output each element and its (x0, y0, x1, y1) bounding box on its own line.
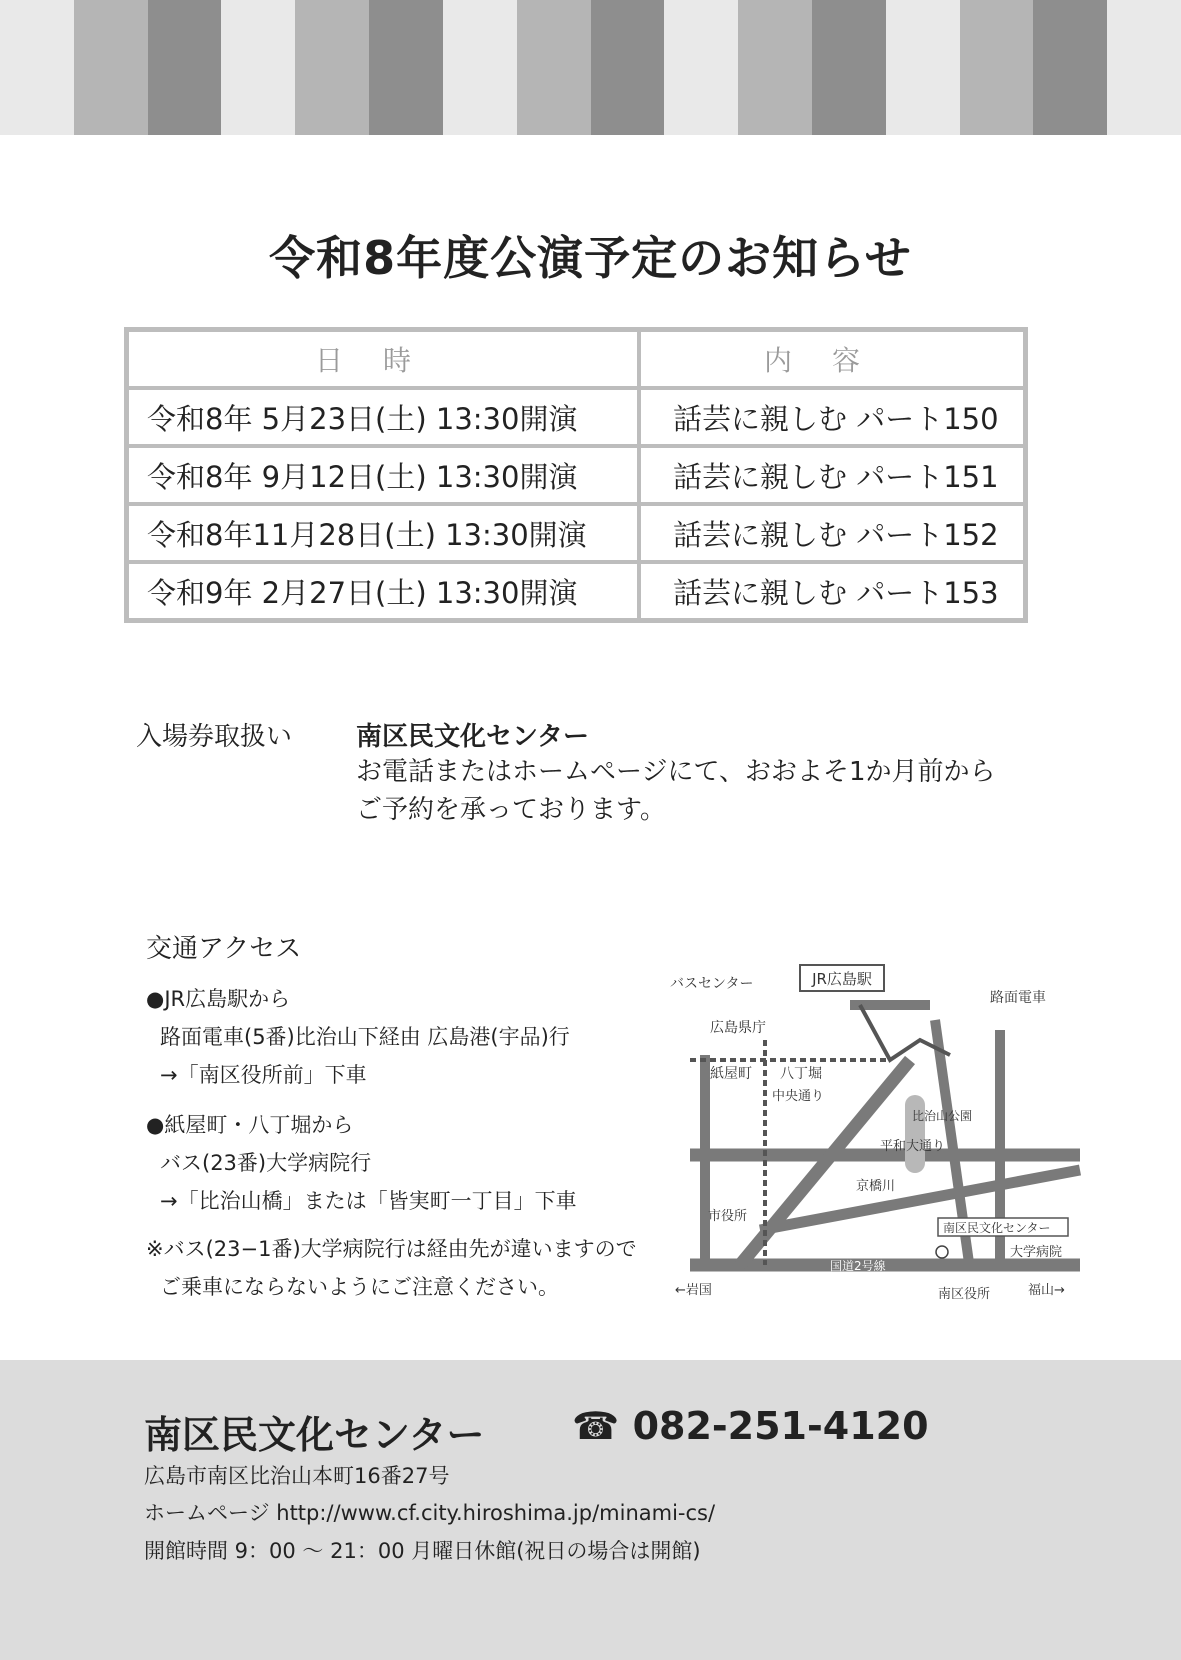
map-pref-office: 広島県庁 (710, 1020, 766, 1036)
stripe (738, 0, 812, 135)
stripe (960, 0, 1034, 135)
route-title: ●紙屋町・八丁堀から (146, 1113, 354, 1137)
ticket-line: お電話またはホームページにて、おおよそ1か月前から (356, 757, 996, 787)
row-date: 令和9年 2月27日(土) 13:30開演 (127, 562, 640, 621)
row-content: 話芸に親しむ パート153 (639, 562, 1026, 621)
stripe (664, 0, 738, 135)
bus-note (146, 1230, 637, 1306)
page-title: 令和8年度公演予定のお知らせ (269, 231, 912, 285)
route-line: →「南区役所前」下車 (160, 1063, 367, 1087)
stripe (886, 0, 960, 135)
table-row (127, 446, 1026, 504)
stripe (148, 0, 222, 135)
header-datetime: 日時 (127, 330, 640, 389)
ticket-org: 南区民文化センター (356, 722, 589, 752)
stripe (0, 0, 74, 135)
map-ward-office: 南区役所 (938, 1287, 991, 1302)
row-content: 話芸に親しむ パート150 (639, 388, 1026, 446)
map-iwakuni: ←岩国 (675, 1283, 712, 1298)
map-hijiyama-park: 比治山公園 (912, 1109, 973, 1123)
map-bus-center: バスセンター (670, 976, 754, 992)
stripe (369, 0, 443, 135)
ticket-label: 入場券取扱い (136, 722, 293, 752)
route-title: ●JR広島駅から (146, 987, 291, 1011)
route-line: →「比治山橋」または「皆実町一丁目」下車 (160, 1189, 577, 1213)
footer-hours: 開館時間 9：00 ～ 21：00 月曜日休館(祝日の場合は開館) (144, 1539, 701, 1563)
row-date: 令和8年 9月12日(土) 13:30開演 (127, 446, 640, 504)
map-fukuyama: 福山→ (1028, 1283, 1065, 1298)
map-center: 南区民文化センター (943, 1221, 1051, 1235)
map-jr-station: JR広島駅 (812, 970, 872, 988)
stripe (812, 0, 886, 135)
route-line: バス(23番)大学病院行 (160, 1151, 372, 1175)
footer-homepage[interactable]: ホームページ http://www.cf.city.hiroshima.jp/minami-cs/ (144, 1501, 716, 1525)
map-streetcar: 路面電車 (990, 990, 1046, 1006)
access-heading: 交通アクセス (146, 934, 302, 964)
map-univ-hospital: 大学病院 (1010, 1245, 1063, 1260)
map-city-hall: 市役所 (708, 1209, 748, 1224)
stripe (295, 0, 369, 135)
stripe (1107, 0, 1181, 135)
map-hatchobori: 八丁堀 (780, 1066, 822, 1082)
park-area (905, 1095, 925, 1173)
row-content: 話芸に親しむ パート151 (639, 446, 1026, 504)
map-route2: 国道2号線 (830, 1259, 886, 1273)
map-heiwa-odori: 平和大通り (880, 1139, 946, 1154)
stripe (74, 0, 148, 135)
map-kyobashi-river: 京橋川 (856, 1179, 896, 1194)
map-chuo-dori: 中央通り (772, 1089, 825, 1104)
stripe (517, 0, 591, 135)
stripe (221, 0, 295, 135)
header-content: 内容 (639, 330, 1026, 389)
note-line: ご乗車にならないようにご注意ください。 (160, 1275, 559, 1299)
route-kamiyacho (146, 1106, 577, 1220)
row-date: 令和8年 5月23日(土) 13:30開演 (127, 388, 640, 446)
table-header-row (127, 330, 1026, 389)
footer-tel: ☎ 082-251-4120 (572, 1404, 929, 1448)
footer-address: 広島市南区比治山本町16番27号 (144, 1464, 450, 1488)
stripe (591, 0, 665, 135)
stripe (443, 0, 517, 135)
stripe (1033, 0, 1107, 135)
schedule-table (124, 327, 1028, 623)
row-content: 話芸に親しむ パート152 (639, 504, 1026, 562)
access-map (670, 960, 1100, 1310)
footer-name: 南区民文化センター (144, 1413, 485, 1457)
table-row (127, 562, 1026, 621)
map-kamiyacho: 紙屋町 (710, 1066, 752, 1082)
ticket-line: ご予約を承っております。 (356, 795, 666, 825)
header-stripes (0, 0, 1181, 135)
row-date: 令和8年11月28日(土) 13:30開演 (127, 504, 640, 562)
center-marker (936, 1246, 948, 1258)
ticket-text (356, 753, 1056, 829)
route-jr (146, 980, 570, 1094)
note-line: ※バス(23−1番)大学病院行は経由先が違いますので (146, 1237, 637, 1261)
table-row (127, 504, 1026, 562)
table-row (127, 388, 1026, 446)
route-line: 路面電車(5番)比治山下経由 広島港(宇品)行 (160, 1025, 570, 1049)
